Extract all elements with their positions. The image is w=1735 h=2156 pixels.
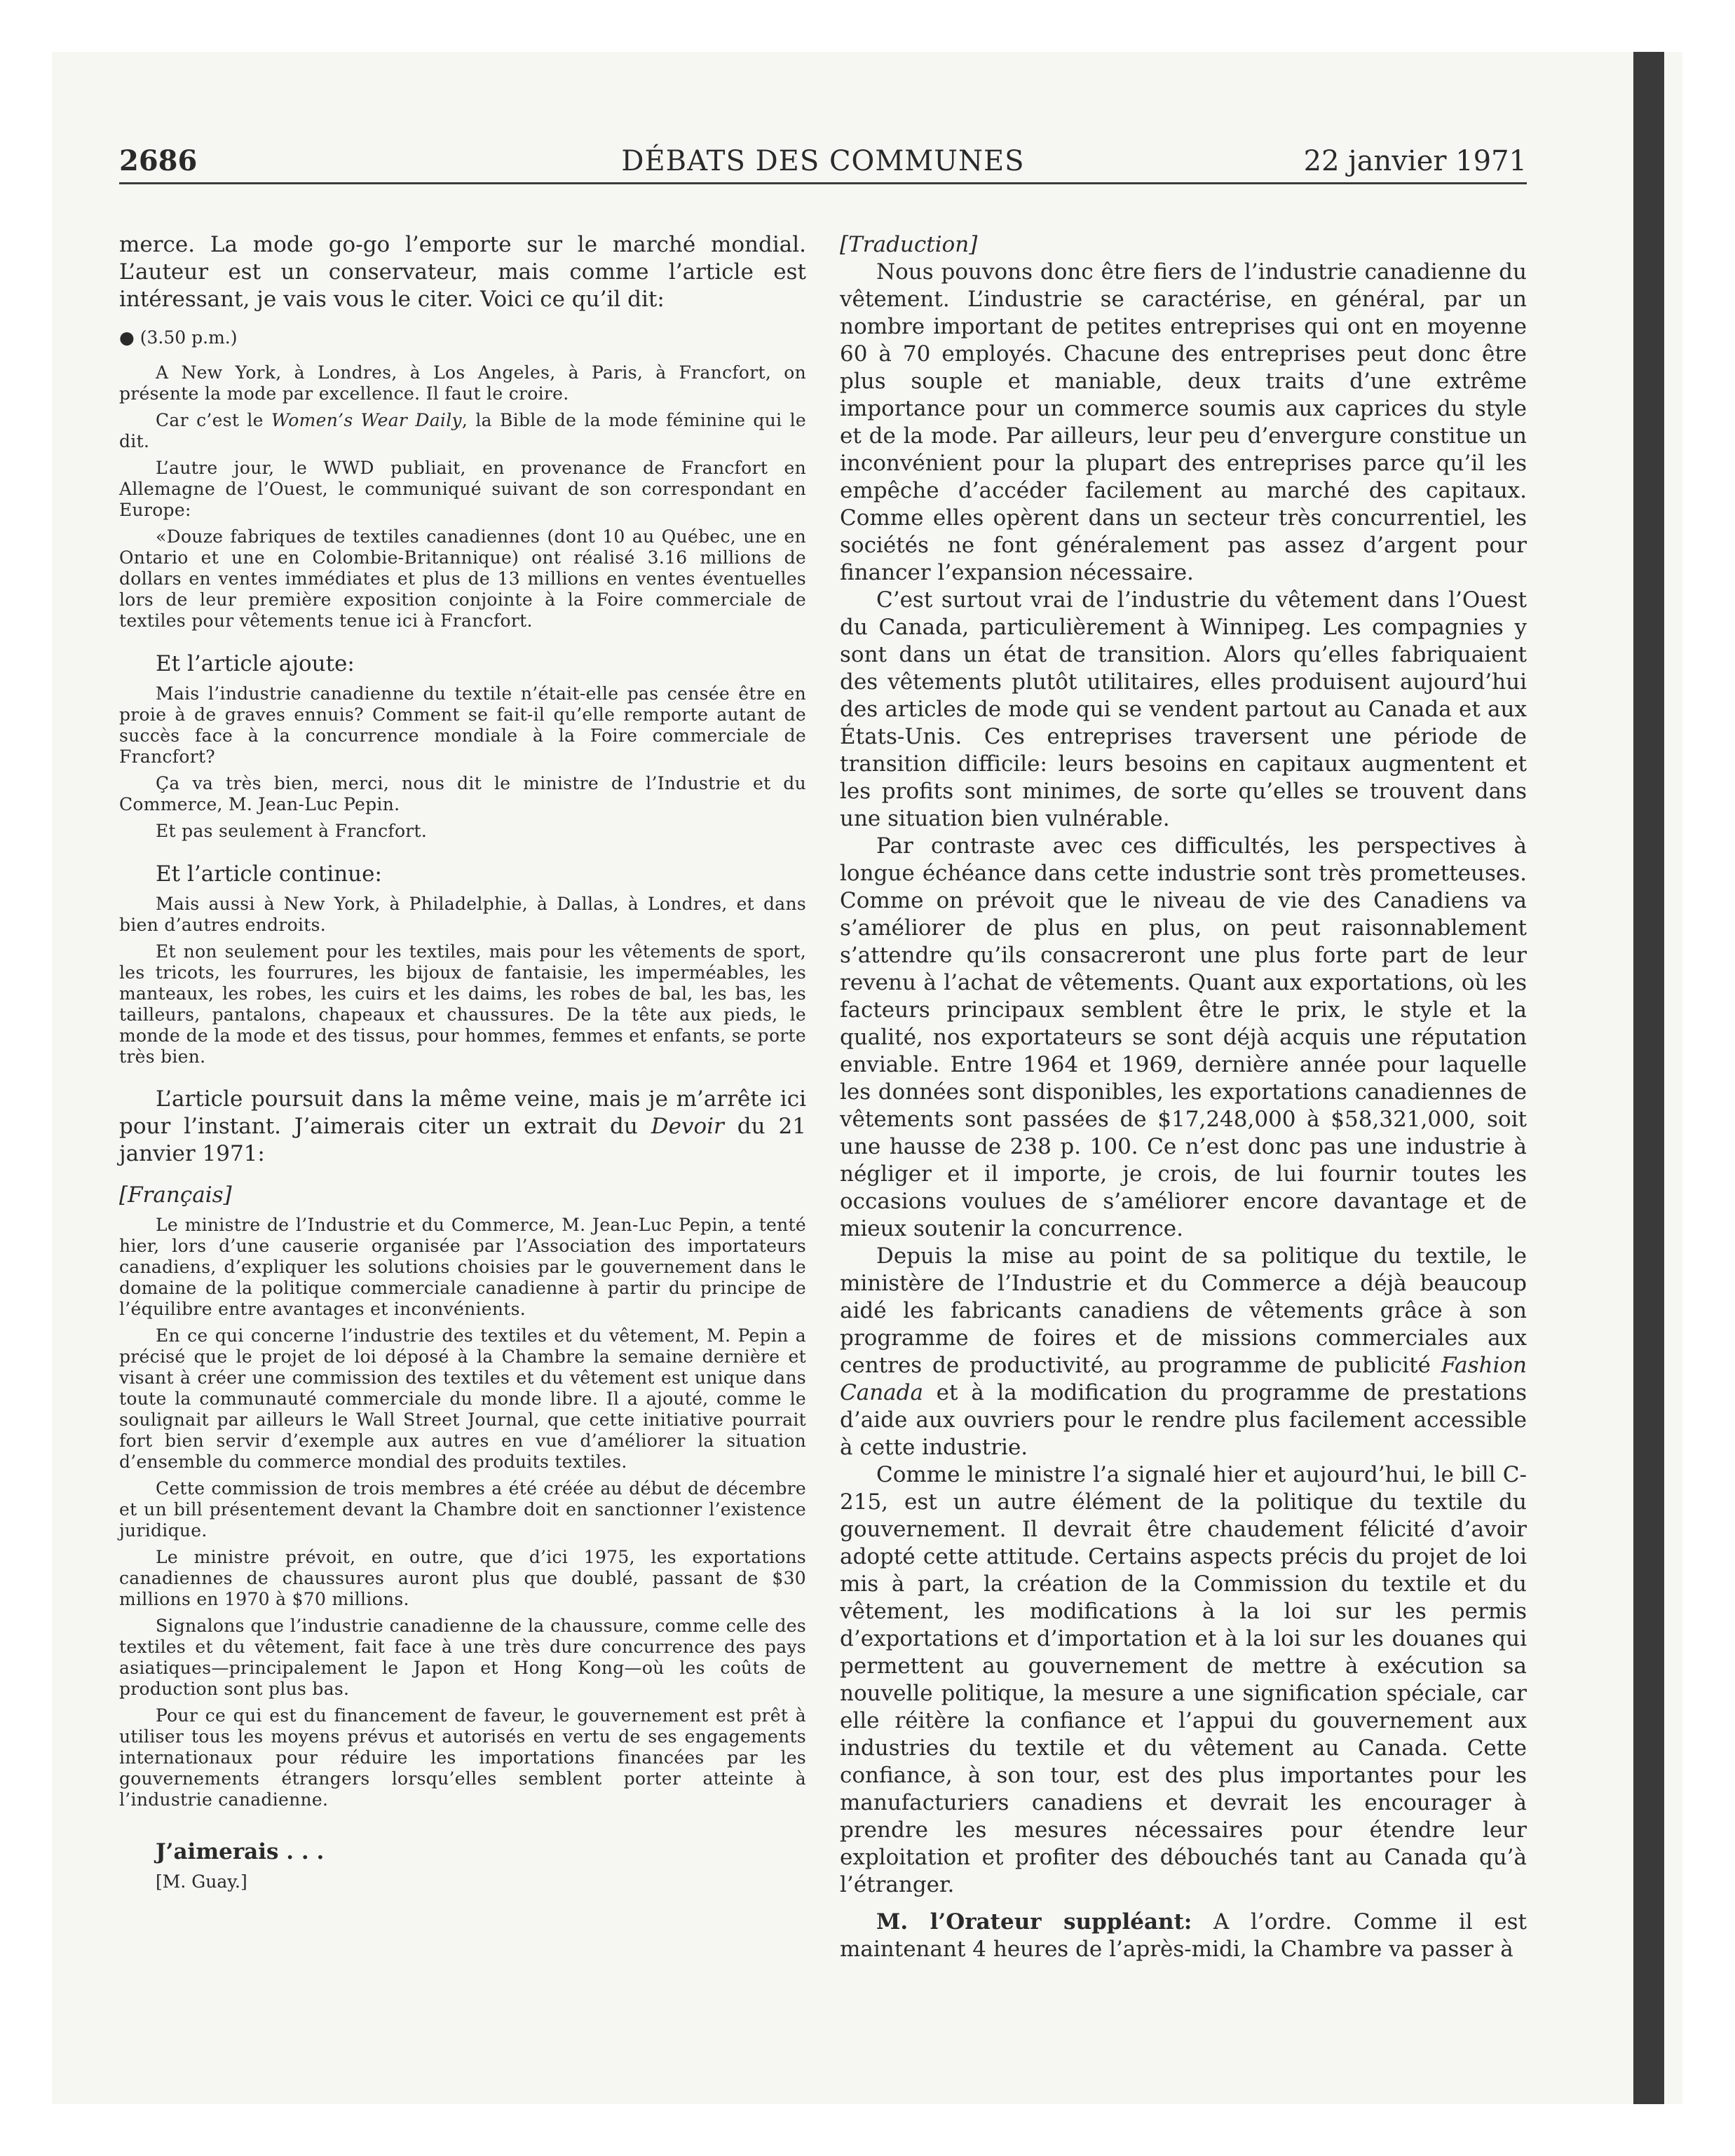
scan-edge-shadow xyxy=(1633,52,1664,2104)
language-tag: [Traduction] xyxy=(840,232,978,257)
quote-paragraph: «Douze fabriques de textiles canadiennes (dont 10 au Québec, une en Ontario et une en Colombie-Britannique) ont réalisé 3.16 millions de dollars en ventes immédiates et plus de 13 millions en ventes éventuelles lors de leur première exposition conjointe à la Foire commerciale de textiles pour vêtements tenue ici à Francfort. xyxy=(119,526,806,631)
quote-paragraph: Ça va très bien, merci, nous dit le ministre de l’Industrie et du Commerce, M. Jean-Luc Pepin. xyxy=(119,773,806,814)
paragraph: M. l’Orateur suppléant: A l’ordre. Comme il est maintenant 4 heures de l’après-midi, la Chambre va passer à xyxy=(840,1909,1527,1962)
quote-paragraph: Cette commission de trois membres a été créée au début de décembre et un bill présentement devant la Chambre doit en sanctionner l’existence juridique. xyxy=(119,1478,806,1541)
language-tag: [Français] xyxy=(119,1182,232,1208)
quote-paragraph: Car c’est le Women’s Wear Daily, la Bible de la mode féminine qui le dit. xyxy=(119,410,806,451)
publication-name: Women’s Wear Daily xyxy=(271,410,462,430)
paragraph: merce. La mode go-go l’emporte sur le marché mondial. L’auteur est un conservateur, mais comme l’article est intéressant, je vais vous le citer. Voici ce qu’il dit: xyxy=(119,232,806,312)
speaker-name: M. l’Orateur suppléant: xyxy=(876,1909,1192,1935)
paragraph: L’article poursuit dans la même veine, mais je m’arrête ici pour l’instant. J’aimerais citer un extrait du Devoir du 21 janvier 1971: xyxy=(119,1086,806,1166)
quote-paragraph: Mais l’industrie canadienne du textile n’était-elle pas censée être en proie à de graves ennuis? Comment se fait-il qu’elle remporte autant de succès face à la concurrence mondiale à la Foire commerciale de Francfort? xyxy=(119,683,806,767)
quote-paragraph: En ce qui concerne l’industrie des textiles et du vêtement, M. Pepin a précisé que le projet de loi déposé à la Chambre la semaine dernière et visant à créer une commission des textiles et du vêtement est unique dans toute la communauté commerciale du monde libre. Il a ajouté, comme le soulignait par ailleurs le Wall Street Journal, que cette initiative pourrait fort bien servir d’exemple aux autres en vue d’améliorer la situation d’ensemble du commerce mondial des produits textiles. xyxy=(119,1325,806,1472)
paragraph: Comme le ministre l’a signalé hier et aujourd’hui, le bill C-215, est un autre élément de la politique du textile du gouvernement. Il devrait être chaudement félicité d’avoir adopté cette attitude. Certains aspects précis du projet de loi mis à part, la création de la Commission du textile et du vêtement, les modifications à la loi sur les permis d’exportations et d’importation et à la loi sur les douanes qui permettent au gouvernement de mettre à exécution sa nouvelle politique, la mesure a une signification spéciale, car elle réitère la confiance et l’appui du gouvernement aux industries du textile et du vêtement au Canada. Cette confiance, à son tour, est des plus importantes pour les manufacturiers canadiens et devrait les encourager à prendre les mesures nécessaires pour étendre leur exploitation et profiter des débouchés tant au Canada qu’à l’étranger. xyxy=(840,1462,1527,1897)
quote-paragraph: Et pas seulement à Francfort. xyxy=(156,821,428,841)
quote-paragraph: Le ministre prévoit, en outre, que d’ici 1975, les exportations canadiennes de chaussures auront plus que doublé, passant de $30 millions en 1970 à $70 millions. xyxy=(119,1547,806,1609)
quote-paragraph: Et non seulement pour les textiles, mais pour les vêtements de sport, les tricots, les fourrures, les bijoux de fantaisie, les imperméables, les manteaux, les robes, les cuirs et les daims, les robes de bal, les bas, les tailleurs, pantalons, chapeaux et chaussures. De la tête aux pieds, le monde de la mode et des tissus, pour hommes, femmes et enfants, se porte très bien. xyxy=(119,941,806,1067)
program-name: Fashion Canada xyxy=(840,1353,1527,1405)
publication-title: DÉBATS DES COMMUNES xyxy=(621,145,1025,177)
quote-paragraph: Mais aussi à New York, à Philadelphie, à Dallas, à Londres, et dans bien d’autres endroits. xyxy=(119,894,806,935)
paragraph: Par contraste avec ces difficultés, les perspectives à longue échéance dans cette industrie sont très prometteuses. Comme on prévoit que le niveau de vie des Canadiens va s’améliorer de plus en plus, on peut raisonnablement s’attendre qu’ils consacreront une plus forte part de leur revenu à l’achat de vêtements. Quant aux exportations, où les facteurs principaux semblent être le prix, le style et la qualité, nos exportateurs se sont déjà acquis une réputation enviable. Entre 1964 et 1969, dernière année pour laquelle les données sont disponibles, les exportations canadiennes de vêtements sont passées de $17,248,000 à $58,321,000, soit une hausse de 238 p. 100. Ce n’est donc pas une industrie à négliger et il importe, je crois, de lui fournir toutes les occasions voulues de s’améliorer encore davantage et de mieux soutenir la concurrence. xyxy=(840,833,1527,1241)
paragraph: Depuis la mise au point de sa politique du textile, le ministère de l’Industrie et du Commerce a déjà beaucoup aidé les fabricants canadiens de vêtements grâce à son programme de foires et de missions commerciales aux centres de productivité, au programme de publicité Fashion Canada et à la modification du programme de prestations d’aide aux ouvriers pour le rendre plus facilement accessible à cette industrie. xyxy=(840,1243,1527,1460)
page-header xyxy=(119,140,1527,184)
publication-name: Devoir xyxy=(651,1114,724,1139)
page-number: 2686 xyxy=(119,144,198,177)
paragraph: Et l’article continue: xyxy=(156,861,382,887)
paragraph: C’est surtout vrai de l’industrie du vêtement dans l’Ouest du Canada, particulièrement à Winnipeg. Les compagnies y sont dans un état de transition. Alors qu’elles fabriquaient des vêtements plutôt utilitaires, elles produisent aujourd’hui des articles de mode qui se vendent partout au Canada et aux États-Unis. Ces entreprises traversent une période de transition difficile: leurs besoins en capitaux augmentent et les profits sont minimes, de sorte qu’elles se trouvent dans une situation bien vulnérable. xyxy=(840,587,1527,831)
left-column xyxy=(119,231,806,1892)
quote-paragraph: L’autre jour, le WWD publiait, en provenance de Francfort en Allemagne de l’Ouest, le communiqué suivant de son correspondant en Europe: xyxy=(119,458,806,520)
right-column xyxy=(840,231,1527,1963)
time-stamp: ● (3.50 p.m.) xyxy=(119,327,238,348)
paragraph: Nous pouvons donc être fiers de l’industrie canadienne du vêtement. L’industrie se caractérise, en général, par un nombre important de petites entreprises qui ont en moyenne 60 à 70 employés. Chacune des entreprises peut donc être plus souple et maniable, deux traits d’une extrême importance pour un commerce soumis aux caprices du style et de la mode. Par ailleurs, leur peu d’envergure constitue un inconvénient pour la plupart des entreprises parce qu’il les empêche d’accéder facilement au marché des capitaux. Comme elles opèrent dans un secteur très concurrentiel, les sociétés ne font généralement pas assez d’argent pour financer l’expansion nécessaire. xyxy=(840,259,1527,585)
speaker-tag: [M. Guay.] xyxy=(156,1871,247,1892)
quote-paragraph: A New York, à Londres, à Los Angeles, à Paris, à Francfort, on présente la mode par excellence. Il faut le croire. xyxy=(119,362,806,404)
quote-paragraph: Le ministre de l’Industrie et du Commerce, M. Jean-Luc Pepin, a tenté hier, lors d’une causerie organisée par l’Association des importateurs canadiens, d’expliquer les solutions choisies par le gouvernement dans le domaine de la politique commerciale canadienne à partir du principe de l’équilibre entre avantages et inconvénients. xyxy=(119,1215,806,1319)
quote-paragraph: Pour ce qui est du financement de faveur, le gouvernement est prêt à utiliser tous les moyens prévus et autorisés en vertu de ses engagements internationaux pour réduire les importations financées par les gouvernements étrangers lorsqu’elles semblent porter atteinte à l’industrie canadienne. xyxy=(119,1705,806,1810)
paragraph: J’aimerais . . . xyxy=(156,1839,325,1864)
paragraph: Et l’article ajoute: xyxy=(156,651,355,676)
quote-paragraph: Signalons que l’industrie canadienne de la chaussure, comme celle des textiles et du vêtement, fait face à une très dure concurrence des pays asiatiques—principalement le Japon et Hong Kong—où les coûts de production sont plus bas. xyxy=(119,1616,806,1699)
session-date: 22 janvier 1971 xyxy=(1303,145,1527,177)
